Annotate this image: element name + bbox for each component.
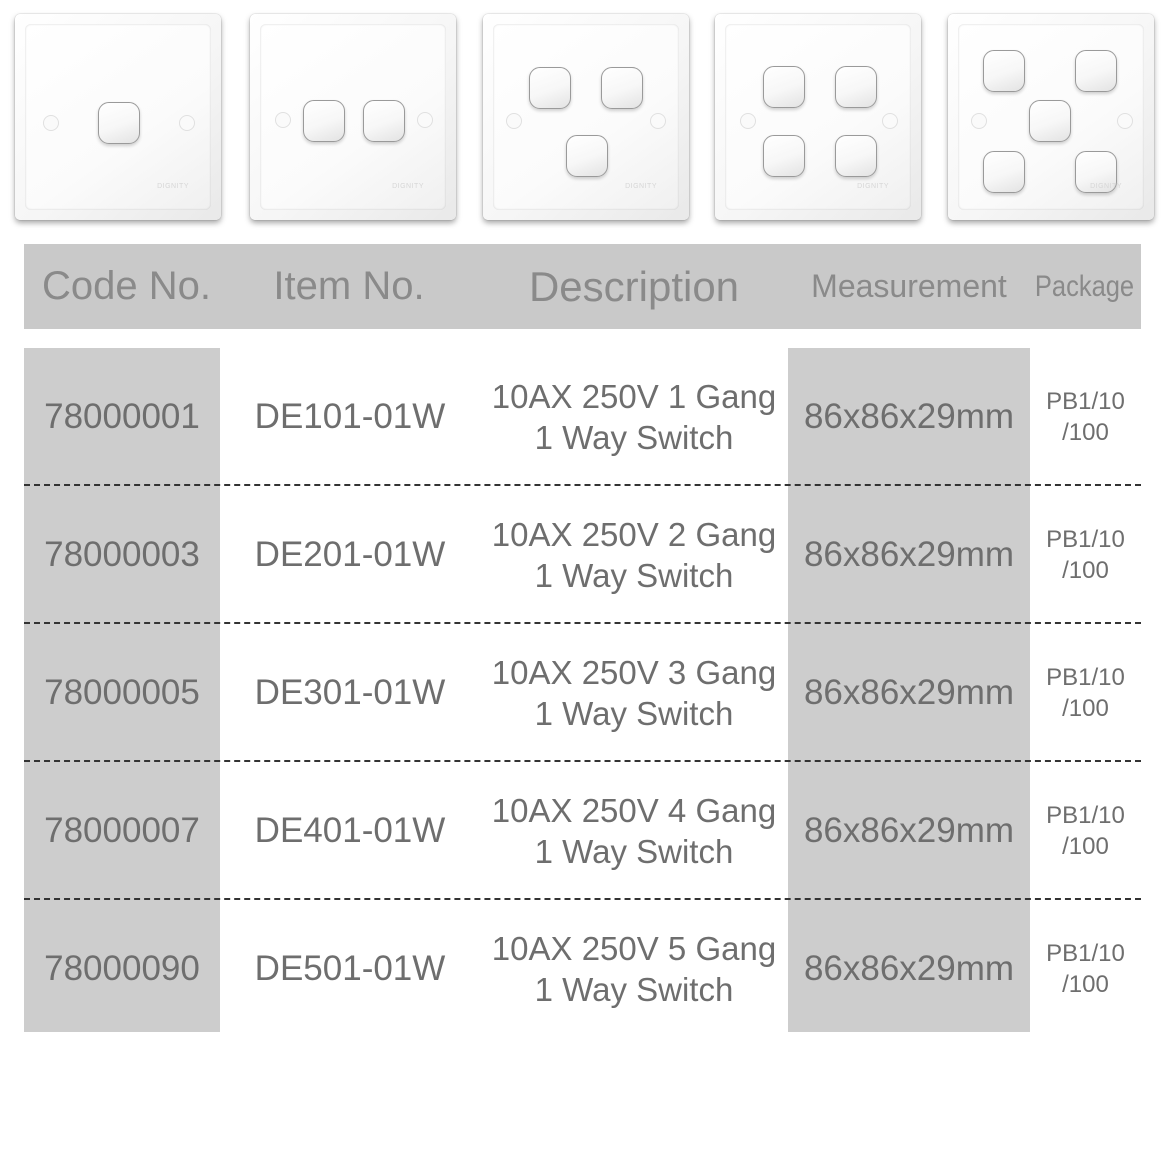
- package-line-1: PB1/10: [1046, 525, 1125, 553]
- switch-plate-1-gang: [15, 14, 221, 220]
- description-line-1: 10AX 250V 3 Gang: [491, 653, 777, 691]
- measurement: 86x86x29mm: [803, 534, 1015, 574]
- switch-plate-5-gang: [948, 14, 1154, 220]
- description-line-2: 1 Way Switch: [534, 556, 734, 594]
- brand-mark: DIGNITY: [1090, 183, 1122, 190]
- plate-face: [725, 24, 911, 210]
- package-line-1: PB1/10: [1046, 387, 1125, 415]
- rocker-key: [529, 67, 571, 109]
- description: [464, 348, 804, 485]
- rocker-key: [363, 100, 405, 142]
- item-no: DE101-01W: [254, 396, 446, 436]
- rocker-key: [566, 135, 608, 177]
- package: [1030, 486, 1141, 623]
- measurement: 86x86x29mm: [803, 810, 1015, 850]
- package-line-1: PB1/10: [1046, 663, 1125, 691]
- switch-plate-2-gang: [250, 14, 456, 220]
- code-no: 78000005: [44, 672, 200, 712]
- screw-cap: [275, 112, 291, 128]
- table-row: [24, 486, 1141, 623]
- product-images: [0, 0, 1170, 232]
- description: [464, 900, 804, 1037]
- package: [1030, 348, 1141, 485]
- screw-cap: [740, 113, 756, 129]
- item-no: DE501-01W: [254, 948, 446, 988]
- description: [464, 486, 804, 623]
- description-line-2: 1 Way Switch: [534, 832, 734, 870]
- rocker-key: [835, 135, 877, 177]
- description-line-1: 10AX 250V 1 Gang: [491, 377, 777, 415]
- table-row: [24, 348, 1141, 485]
- header-description: Description: [528, 262, 740, 310]
- rocker-key: [1075, 50, 1117, 92]
- description: [464, 762, 804, 899]
- screw-cap: [43, 115, 59, 131]
- measurement: 86x86x29mm: [803, 672, 1015, 712]
- code-no: 78000001: [44, 396, 200, 436]
- table-row: [24, 624, 1141, 761]
- header-item-no: Item No.: [273, 264, 425, 308]
- item-no: DE301-01W: [254, 672, 446, 712]
- table-header: [24, 244, 1141, 329]
- item-no: DE201-01W: [254, 534, 446, 574]
- switch-plate-4-gang: [715, 14, 921, 220]
- screw-cap: [971, 113, 987, 129]
- item-no: DE401-01W: [254, 810, 446, 850]
- package-line-2: /100: [1062, 694, 1109, 722]
- description-line-1: 10AX 250V 2 Gang: [491, 515, 777, 553]
- brand-mark: DIGNITY: [857, 183, 889, 190]
- package-line-2: /100: [1062, 418, 1109, 446]
- rocker-key: [763, 135, 805, 177]
- screw-cap: [1117, 113, 1133, 129]
- package: [1030, 762, 1141, 899]
- package-line-2: /100: [1062, 970, 1109, 998]
- code-no: 78000003: [44, 534, 200, 574]
- package: [1030, 624, 1141, 761]
- description-line-2: 1 Way Switch: [534, 694, 734, 732]
- plate-face: [260, 24, 446, 210]
- measurement: 86x86x29mm: [803, 948, 1015, 988]
- rocker-key: [763, 66, 805, 108]
- rocker-key: [835, 66, 877, 108]
- brand-mark: DIGNITY: [157, 183, 189, 190]
- rocker-key: [983, 50, 1025, 92]
- plate-face: [493, 24, 679, 210]
- package-line-1: PB1/10: [1046, 801, 1125, 829]
- plate-face: [958, 24, 1144, 210]
- description-line-1: 10AX 250V 4 Gang: [491, 791, 777, 829]
- rocker-key: [601, 67, 643, 109]
- screw-cap: [650, 113, 666, 129]
- package-line-2: /100: [1062, 556, 1109, 584]
- description-line-1: 10AX 250V 5 Gang: [491, 929, 777, 967]
- rocker-key: [98, 102, 140, 144]
- rocker-key: [303, 100, 345, 142]
- screw-cap: [882, 113, 898, 129]
- table-row: [24, 762, 1141, 899]
- plate-face: [25, 24, 211, 210]
- rocker-key: [1029, 100, 1071, 142]
- rocker-key: [983, 151, 1025, 193]
- screw-cap: [506, 113, 522, 129]
- header-package: Package: [1034, 269, 1135, 303]
- brand-mark: DIGNITY: [625, 183, 657, 190]
- code-no: 78000090: [44, 948, 200, 988]
- description: [464, 624, 804, 761]
- brand-mark: DIGNITY: [392, 183, 424, 190]
- screw-cap: [417, 112, 433, 128]
- switch-plate-3-gang: [483, 14, 689, 220]
- description-line-2: 1 Way Switch: [534, 418, 734, 456]
- code-no: 78000007: [44, 810, 200, 850]
- description-line-2: 1 Way Switch: [534, 970, 734, 1008]
- header-measurement: Measurement: [811, 268, 1007, 304]
- package-line-2: /100: [1062, 832, 1109, 860]
- package: [1030, 900, 1141, 1037]
- package-line-1: PB1/10: [1046, 939, 1125, 967]
- screw-cap: [179, 115, 195, 131]
- header-code-no: Code No.: [42, 264, 211, 308]
- measurement: 86x86x29mm: [803, 396, 1015, 436]
- table-row: [24, 900, 1141, 1037]
